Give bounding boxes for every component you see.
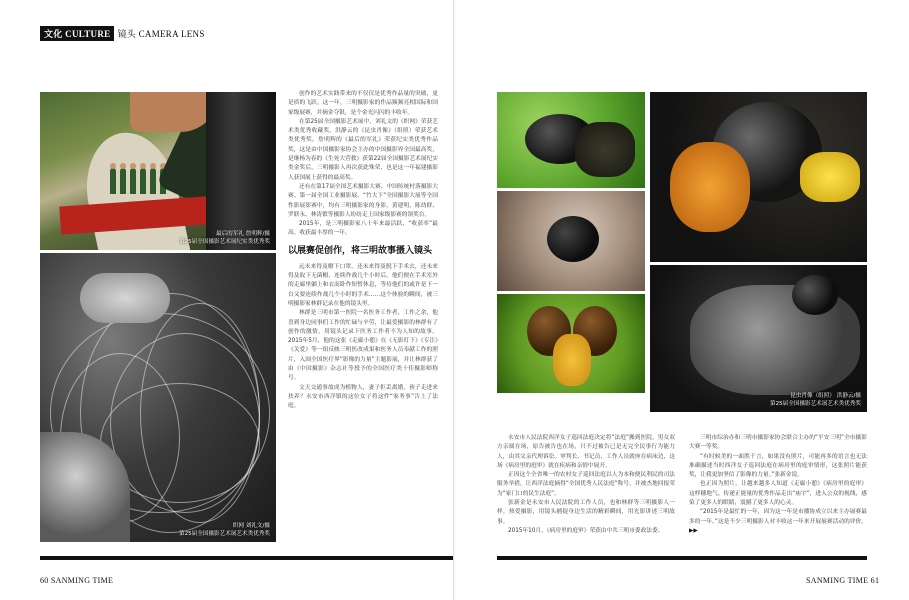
right-text-column-2 [689,434,867,536]
photo-insect-moth [497,191,645,291]
caption-insect-title: 昆虫肖像（组照） [790,393,835,399]
caption-insect-award: 第25届全国摄影艺术展艺术类优秀奖 [769,401,861,407]
insect-eye-shape [792,275,838,315]
body-paragraph: 正因这个全省唯一的农村女子巡回法庭以人为本和便民利民的司法服务举措，让西洋法庭摘得“全国优秀人民法庭”称号，并被杰地回报荣为“家门口的民生法庭”。 [497,472,675,497]
dark-frame-shape [206,92,276,250]
body-paragraph: 林群是三明市第一医院一名医务工作者，工作之余，他喜到身边同事们工作的忙碌与辛劳，让最爱摄影的林群有了创作的激情，用镜头记录下医务工作者不为人知的故事。2015年5月，他的这张《走廊小憩》在《无影灯下》《专注》《关爱》等一组反映三明医改成果和医务人员奉献工作的照片，入围全国医疗界“影像的力量”主题影展，并让林群获了由《中国摄影》杂志社等授予的全国医疗类十佳摄影师称号。 [288,310,438,382]
folio-left: 60 SANMING TIME [40,576,114,585]
caption-net-title: 织网 [232,523,244,529]
body-paragraph: 2015年，是三明摄影家八十年来最活跃、“收获率”最高、收获最丰厚的一年。 [288,221,438,237]
soldier-figure [150,168,156,194]
caption-soldiers-award: 第25届全国摄影艺术展纪实类优秀奖 [178,239,270,245]
caption-net-credit: 刘礼文/摄 [245,523,270,529]
section-tag-rest: 镜头 CAMERA LENS [117,28,205,39]
body-paragraph: 远未来得及解下口罩，还未来得及脱下手术衣，还未来得及取下无菌帽，连续作战几个小时后，他们便在手术室外的走廊里躺上和衣而卧作短暂休息，等待他们的或许是下一台又要连续作战几个小时的手术……这个体验的瞬间，被三明摄影家林群记录在他的镜头里。 [288,263,438,307]
body-paragraph: 创作的艺术实践带来的不仅仅是优秀作品量的突破，更是质的飞跃。这一年，三明摄影家的作品频频亮相国际和国家级展赛，并摘金夺银，是个金光闪闪的丰收年。 [288,91,438,116]
caption-soldiers-title: 最后的军礼 [215,231,244,237]
insect-marking-shape [800,152,860,202]
body-paragraph: 三明市综治办和三明市摄影家协会联合主办的“平安三明”全市摄影大赛一等奖。 [689,435,867,451]
photo-insect-hoverfly [497,294,645,393]
caption-insect [770,392,861,408]
weaver-hands-shape [80,273,170,323]
photo-insect-fly [497,92,645,188]
insect-eye-shape [547,216,599,262]
caption-insect-credit: 洪静云/摄 [836,393,861,399]
soldier-figure [140,168,146,194]
section-tag-highlight: 文化 CULTURE [40,26,114,41]
body-paragraph [689,508,867,536]
caption-soldiers-credit: 詹明辉/摄 [245,231,270,237]
body-paragraph-text: “2015年是最忙的一年，因为这一年是市播协成立以来主办展赛最多的一年。”这是不少三明摄影人对丰收这一年来开展展赛活动的评价。 [689,509,867,525]
page-gutter [453,0,455,600]
insect-face-shape [553,334,591,386]
footer-rule-left [40,556,453,560]
folio-right: SANMING TIME 61 [806,576,880,585]
soldier-figure [120,168,126,194]
caption-soldiers [179,230,270,246]
soldier-figure [110,168,116,194]
soldier-figure [130,168,136,194]
insect-body-shape [575,122,635,177]
caption-net-award: 第25届全国摄影艺术展艺术类优秀奖 [178,531,270,537]
body-paragraph: 还有在第17届全国艺术摄影大赛、中国传统村落摄影大赛、第一届全国工业摄影展、“竹大下”全国摄影大展等全国性影展影赛中，均有三明摄影家的身影，黄建明、陈幼群、罗联永、林涛繁等摄影人纷纷走上国家级影赛的领奖台。 [288,183,438,218]
left-text-column [288,90,438,412]
photo-insect-orange [650,92,867,262]
body-paragraph: 在第25届全国摄影艺术展中，刘礼文的《织网》荣获艺术类优秀收藏奖，洪静云的《昆虫肖像》（组照）荣获艺术类优秀奖，詹明辉的《最后的军礼》荣获纪实类优秀作品奖，这是由中国摄影家协会主办的中国摄影界全国最高奖，是继杨为春的《生死大营救》获第22届全国摄影艺术展纪实类金奖后，三明摄影人再次获此殊荣，也是这一年福建摄影人获国展上获得的最高奖。 [288,118,438,181]
section-tag [40,26,205,40]
footer-rule-right [497,556,867,560]
section-subhead: 以展赛促创作，将三明故事摄入镜头 [288,245,433,256]
end-mark-icon: ▶▶ [689,527,698,534]
body-paragraph: 永安市人民法院西洋女子巡回法庭决定将“法庭”搬到医院。男女双方亲属在场，原告被告也在场，只不过被告已是无完全民事行为能力人，由其父亲代理诉讼。审判长、书记员、工作人员就座在病床边，这场《病房里的庭审》就在疾病和亲情中展开。 [497,435,675,469]
body-paragraph: 张新金是永安市人民法院的工作人员，也和林群等三明摄影人一样，热爱摄影，用镜头捕捉身边生活的精彩瞬间，用光影讲述三明故事。 [497,500,675,525]
body-paragraph: 2015年10月，《病房里的庭审》荣获由中共三明市委政法委、 [508,527,664,534]
body-paragraph: “有时候美的一面胜千言，如果没有照片，可能再多的语言也无法准确描述当时西洋女子巡回法庭在病房里的庭审情形，这张照片能获奖，让我更加坚信了影像的力量。”张新金说。 [689,453,867,479]
photo-last-salute [40,92,276,250]
photo-weaving-net [40,253,276,542]
caption-net [179,522,270,538]
right-text-column-1 [497,434,675,536]
insect-head-shape [670,142,750,232]
photo-insect-weevil [650,265,867,412]
body-paragraph: 文天交通事故成为植物人，妻子拒丢离婚，孩子走进来扶养？永安市西洋镇的这位女子将这件“家务事”告上了法庭。 [288,384,438,410]
body-paragraph: 也正因为照片，让越来越多人知道《走廊小憩》《病房里的庭审》这样穗地气、传递正能量的优秀作品走出“庙宇”，进入公众的视线，感染了更多人的眼睛，震撼了更多人的心灵。 [689,481,867,507]
